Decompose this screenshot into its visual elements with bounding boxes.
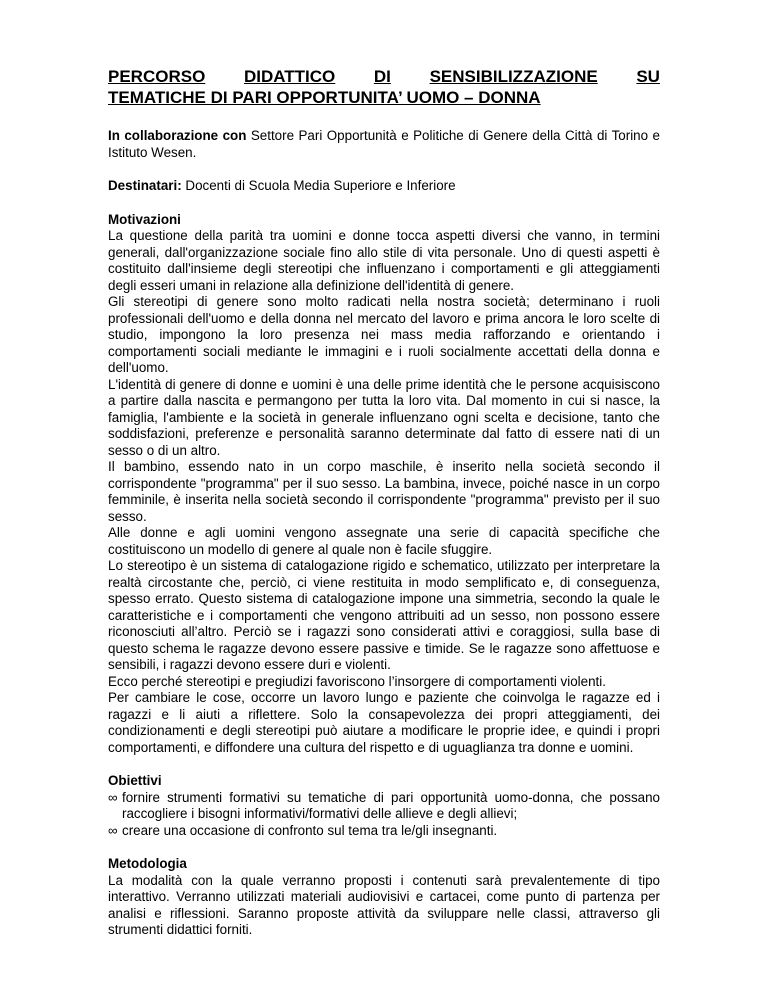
- title-word: DI: [373, 67, 391, 86]
- methodology-heading: Metodologia: [108, 856, 187, 871]
- list-item: [108, 790, 660, 823]
- title-word: PERCORSO: [108, 67, 206, 86]
- title-line-1: [108, 66, 660, 87]
- motivations-paragraph: Ecco perché stereotipi e pregiudizi favoriscono l’insorgere di comportamenti violenti.: [108, 673, 606, 689]
- collaboration-label: In collaborazione con: [108, 128, 247, 143]
- motivations-paragraph: Alle donne e agli uomini vengono assegnate una serie di capacità specifiche che costituiscono un modello di genere al quale non è facile sfuggire.: [108, 525, 660, 557]
- motivations-heading: Motivazioni: [108, 211, 181, 227]
- infinity-bullet-icon: ∞: [108, 789, 118, 805]
- list-item: [108, 823, 660, 840]
- title-line-2: TEMATICHE DI PARI OPPORTUNITA’ UOMO – DONNA: [108, 88, 541, 107]
- objective-text: fornire strumenti formativi su tematiche di pari opportunità uomo-donna, che possano raccogliere i bisogni informativi/formativi delle allieve e degli allievi;: [122, 789, 660, 821]
- objective-text: creare una occasione di confronto sul tema tra le/gli insegnanti.: [122, 822, 498, 838]
- title-word: SU: [636, 67, 660, 86]
- title-word: SENSIBILIZZAZIONE: [429, 67, 598, 86]
- recipients-text: Docenti di Scuola Media Superiore e Inferiore: [181, 178, 456, 193]
- collaboration-paragraph: [108, 128, 660, 161]
- motivations-paragraph: Per cambiare le cose, occorre un lavoro lungo e paziente che coinvolga le ragazze ed i ragazzi e li aiuti a riflettere. Solo la consapevolezza dei propri atteggiamenti, dei condizionamenti e degli stereotipi può aiutare a modificare le proprie idee, e quindi i propri comportamenti, e diffondere una cultura del rispetto e di uguaglianza tra donne e uomini.: [108, 690, 660, 755]
- motivations-paragraph: Gli stereotipi di genere sono molto radicati nella nostra società; determinano i ruoli professionali dell'uomo e della donna nel mercato del lavoro e prima ancora le loro scelte di studio, impongono la loro presenza nei mass media rafforzando e orientando i comportamenti sociali mediante le immagini e i ruoli socialmente accettati della donna e dell'uomo.: [108, 294, 660, 375]
- motivations-paragraph: Il bambino, essendo nato in un corpo maschile, è inserito nella società secondo il corrispondente "programma" per il suo sesso. La bambina, invece, poiché nasce in un corpo femminile, è inserita nella società secondo il corrispondente "programma" previsto per il suo sesso.: [108, 459, 660, 524]
- collaboration-text: Settore Pari Opportunità e Politiche di Genere della Città di Torino e Istituto Wesen.: [108, 128, 660, 160]
- motivations-paragraph: Lo stereotipo è un sistema di catalogazione rigido e schematico, utilizzato per interpretare la realtà circostante che, perciò, ci viene restituita in modo semplificato e, di conseguenza, spesso errato. Questo sistema di catalogazione impone una simmetria, secondo la quale le caratteristiche e i comportamenti che vengono attribuiti ad un sesso, non possono essere riconosciuti all’altro. Perciò se i ragazzi sono considerati attivi e coraggiosi, sulla base di questo schema le ragazze devono essere passive e timide. Se le ragazze sono affettuose e sensibili, i ragazzi devono essere duri e violenti.: [108, 558, 660, 672]
- motivations-section: [108, 212, 660, 757]
- motivations-paragraph: L'identità di genere di donne e uomini è una delle prime identità che le persone acquisiscono a partire dalla nascita e permangono per tutta la loro vita. Dal momento in cui si nasce, la famiglia, l'ambiente e la società in generale influenzano ogni scelta e decisione, tanto che soddisfazioni, preferenze e personalità saranno determinate dal fatto di essere nati di un sesso o di un altro.: [108, 376, 660, 458]
- document-page: [108, 66, 660, 939]
- methodology-section: [108, 856, 660, 939]
- objectives-section: [108, 773, 660, 839]
- title-word: DIDATTICO: [243, 67, 336, 86]
- methodology-paragraph: La modalità con la quale verranno proposti i contenuti sarà prevalentemente di tipo interattivo. Verranno utilizzati materiali audiovisivi e cartacei, come punto di partenza per analisi e riflessioni. Saranno proposte attività da sviluppare nelle classi, attraverso gli strumenti didattici forniti.: [108, 872, 660, 937]
- motivations-paragraph: La questione della parità tra uomini e donne tocca aspetti diversi che vanno, in termini generali, dall'organizzazione sociale fino allo stile di vita personale. Uno di questi aspetti è costituito dall'insieme degli stereotipi che influenzano i comportamenti e gli atteggiamenti degli esseri umani in relazione alla definizione dell'identità di genere.: [108, 228, 660, 293]
- objectives-heading: Obiettivi: [108, 773, 162, 788]
- recipients-label: Destinatari:: [108, 178, 182, 193]
- document-title: [108, 66, 660, 108]
- objectives-list: [108, 790, 660, 840]
- recipients-paragraph: [108, 178, 660, 195]
- infinity-bullet-icon: ∞: [108, 822, 118, 838]
